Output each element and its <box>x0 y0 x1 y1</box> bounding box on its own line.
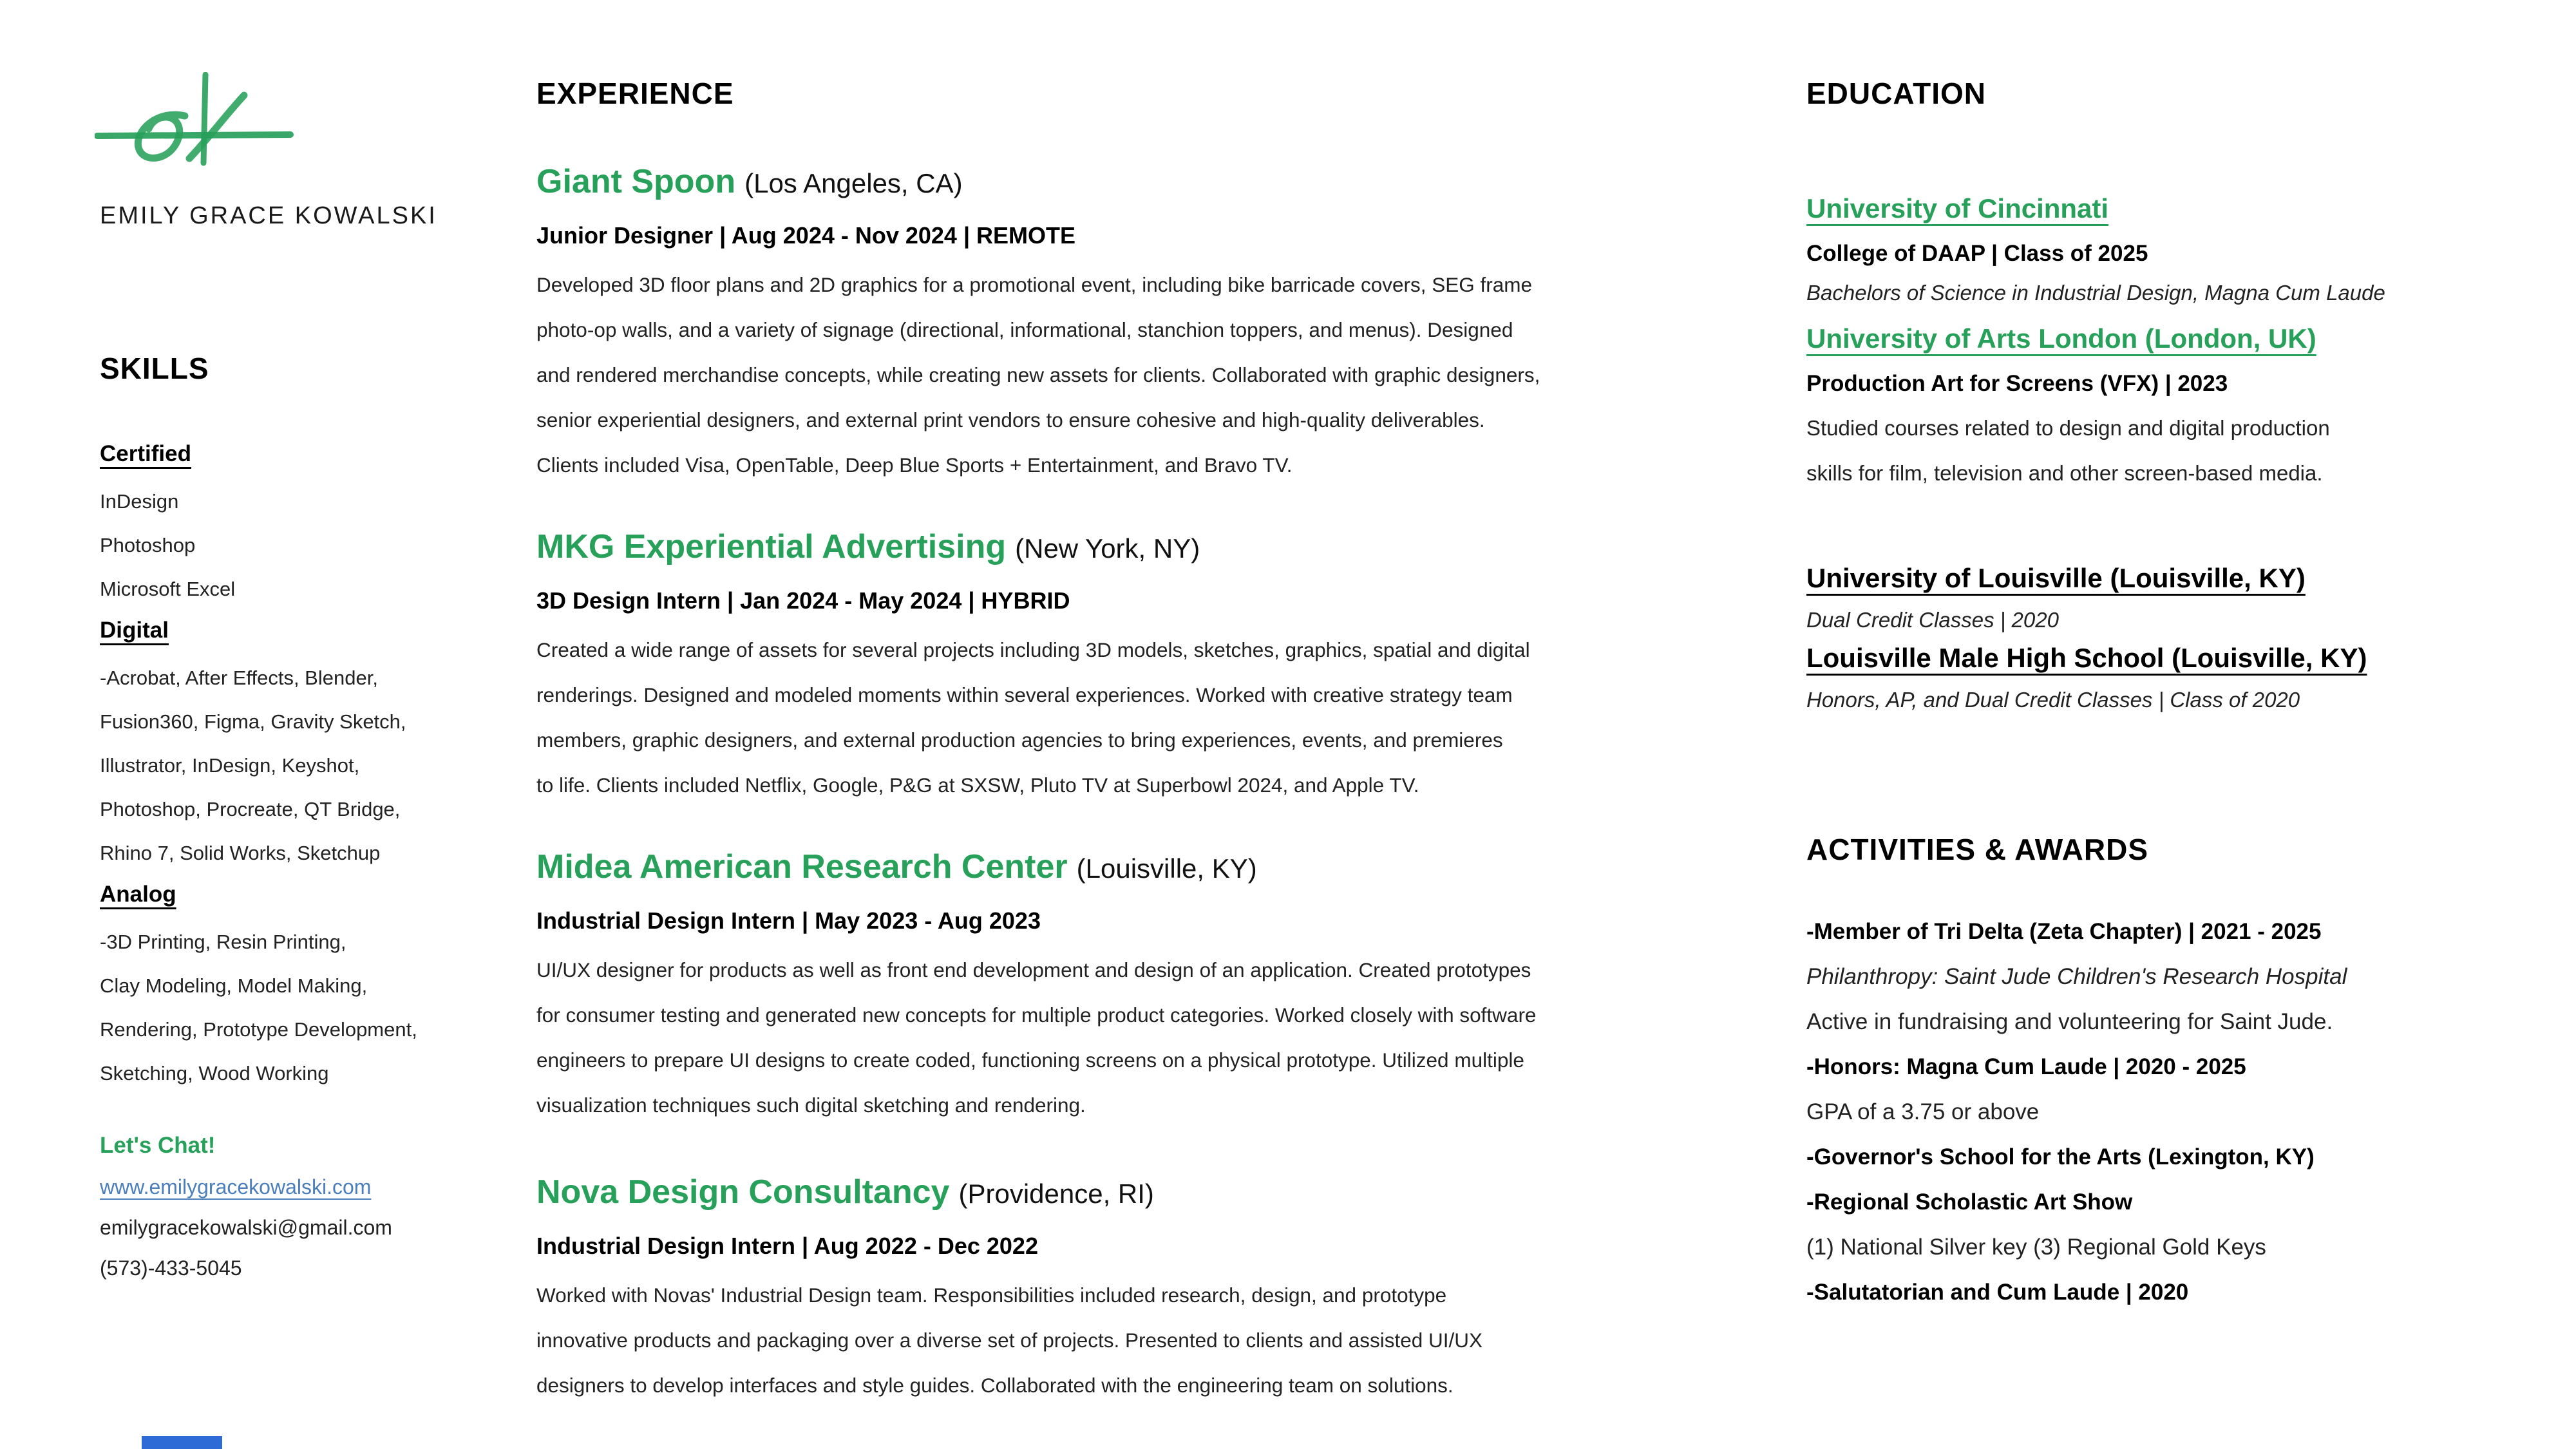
website-link[interactable]: www.emilygracekowalski.com <box>100 1175 372 1198</box>
job-description-line: members, graphic designers, and external production agencies to bring experiences, events, and premieres <box>536 728 1503 752</box>
job-location: (Louisville, KY) <box>1076 853 1257 884</box>
job-meta: Industrial Design Intern | May 2023 - Aug 2023 <box>536 907 1041 934</box>
education-description-line: skills for film, television and other screen-based media. <box>1806 461 2323 485</box>
skill-item: Rhino 7, Solid Works, Sketchup <box>100 842 381 864</box>
skill-group-title: Digital <box>100 618 169 643</box>
job-company-name: Nova Design Consultancy <box>536 1173 950 1211</box>
skill-group <box>100 441 538 611</box>
award-item: Active in fundraising and volunteering for Saint Jude. <box>1806 1009 2333 1034</box>
contact-heading: Let's Chat! <box>100 1133 216 1158</box>
award-item: GPA of a 3.75 or above <box>1806 1099 2040 1124</box>
award-item: -Honors: Magna Cum Laude | 2020 - 2025 <box>1806 1054 2246 1079</box>
skill-item: Photoshop <box>100 534 196 556</box>
job-description-line: photo-op walls, and a variety of signage (directional, informational, stanchion toppers, and menus). Designed <box>536 318 1513 341</box>
experience-heading: EXPERIENCE <box>536 77 734 110</box>
school-name-link[interactable]: University of Arts London (London, UK) <box>1806 323 2316 354</box>
job-entry <box>536 1171 1670 1408</box>
school-name: University of Louisville (Louisville, KY) <box>1806 563 2306 593</box>
award-item: -Member of Tri Delta (Zeta Chapter) | 2021 - 2025 <box>1806 919 2322 944</box>
sidebar <box>100 72 538 1280</box>
job-heading <box>536 526 1670 576</box>
education-heading: EDUCATION <box>1806 77 1987 110</box>
skill-item: Rendering, Prototype Development, <box>100 1018 417 1041</box>
skill-items <box>100 656 538 875</box>
job-description-line: Worked with Novas' Industrial Design team. Responsibilities included research, design, and prototype <box>536 1283 1447 1307</box>
skill-items <box>100 480 538 611</box>
job-description-line: designers to develop interfaces and style guides. Collaborated with the engineering team on solutions. <box>536 1374 1454 1397</box>
job-list <box>536 161 1670 1408</box>
education-entry <box>1806 643 2573 712</box>
skill-item: Clay Modeling, Model Making, <box>100 974 368 997</box>
education-program: College of DAAP | Class of 2025 <box>1806 241 2148 266</box>
job-company-name: MKG Experiential Advertising <box>536 528 1007 565</box>
awards-heading: ACTIVITIES & AWARDS <box>1806 833 2148 866</box>
school-name-link[interactable]: University of Cincinnati <box>1806 193 2109 223</box>
job-heading <box>536 846 1670 896</box>
skill-group-title: Analog <box>100 882 176 907</box>
job-description-line: for consumer testing and generated new concepts for multiple product categories. Worked closely with software <box>536 1003 1537 1027</box>
skill-group-title: Certified <box>100 441 191 466</box>
website-row <box>100 1175 538 1199</box>
job-description-line: engineers to prepare UI designs to create coded, functioning screens on a physical prototype. Utilized multiple <box>536 1048 1524 1072</box>
job-description-line: Developed 3D floor plans and 2D graphics for a promotional event, including bike barricade covers, SEG frame <box>536 273 1533 296</box>
skill-group <box>100 882 538 1095</box>
education-description <box>1806 406 2573 496</box>
skill-item: -Acrobat, After Effects, Blender, <box>100 667 378 689</box>
ek-signature-logo-icon <box>95 72 294 169</box>
job-description <box>536 947 1670 1128</box>
education-awards-section <box>1806 76 2573 1315</box>
job-location: (Los Angeles, CA) <box>744 168 963 198</box>
award-item: -Governor's School for the Arts (Lexington, KY) <box>1806 1144 2315 1170</box>
job-description <box>536 262 1670 488</box>
skill-item: Illustrator, InDesign, Keyshot, <box>100 754 360 777</box>
award-item: Philanthropy: Saint Jude Children's Research Hospital <box>1806 964 2347 989</box>
job-location: (New York, NY) <box>1015 533 1200 564</box>
job-description-line: and rendered merchandise concepts, while creating new assets for clients. Collaborated with graphic designers, <box>536 363 1540 386</box>
phone-text: (573)-433-5045 <box>100 1256 242 1280</box>
job-description-line: Clients included Visa, OpenTable, Deep Blue Sports + Entertainment, and Bravo TV. <box>536 453 1293 477</box>
skill-items <box>100 920 538 1095</box>
education-entry <box>1806 193 2573 305</box>
education-entry <box>1806 323 2573 496</box>
award-item: (1) National Silver key (3) Regional Gold Keys <box>1806 1235 2266 1260</box>
skill-item: InDesign <box>100 490 179 513</box>
job-description-line: senior experiential designers, and external print vendors to ensure cohesive and high-quality deliverables. <box>536 408 1485 431</box>
job-company-name: Giant Spoon <box>536 163 736 200</box>
skill-item: -3D Printing, Resin Printing, <box>100 931 346 953</box>
skills-heading: SKILLS <box>100 352 209 385</box>
education-entry <box>1806 563 2573 632</box>
school-name: Louisville Male High School (Louisville, KY) <box>1806 643 2367 673</box>
person-name: EMILY GRACE KOWALSKI <box>100 202 437 229</box>
skill-group <box>100 618 538 875</box>
experience-section <box>536 76 1670 1408</box>
job-meta: Industrial Design Intern | Aug 2022 - Dec 2022 <box>536 1233 1038 1259</box>
job-entry <box>536 846 1670 1128</box>
job-entry <box>536 526 1670 808</box>
skill-item: Fusion360, Figma, Gravity Sketch, <box>100 710 406 733</box>
education-detail-italic: Bachelors of Science in Industrial Design, Magna Cum Laude <box>1806 281 2385 305</box>
email-text: emilygracekowalski@gmail.com <box>100 1216 392 1239</box>
skill-item: Photoshop, Procreate, QT Bridge, <box>100 798 401 820</box>
award-items <box>1806 909 2573 1315</box>
job-meta: 3D Design Intern | Jan 2024 - May 2024 | HYBRID <box>536 587 1070 614</box>
education-program: Production Art for Screens (VFX) | 2023 <box>1806 371 2228 396</box>
job-meta: Junior Designer | Aug 2024 - Nov 2024 | REMOTE <box>536 222 1076 249</box>
bottom-accent-bar <box>142 1436 222 1449</box>
job-description-line: visualization techniques such digital sketching and rendering. <box>536 1094 1086 1117</box>
job-description-line: to life. Clients included Netflix, Google, P&G at SXSW, Pluto TV at Superbowl 2024, and Apple TV. <box>536 773 1419 797</box>
skill-item: Sketching, Wood Working <box>100 1062 329 1084</box>
job-company-name: Midea American Research Center <box>536 848 1068 886</box>
job-description-line: innovative products and packaging over a diverse set of projects. Presented to clients and assisted UI/UX <box>536 1329 1483 1352</box>
award-item: -Salutatorian and Cum Laude | 2020 <box>1806 1280 2189 1305</box>
education-detail-italic: Dual Credit Classes | 2020 <box>1806 608 2059 632</box>
job-description <box>536 627 1670 808</box>
education-entries <box>1806 193 2573 712</box>
job-description <box>536 1273 1670 1408</box>
education-detail-italic: Honors, AP, and Dual Credit Classes | Class of 2020 <box>1806 688 2300 712</box>
job-description-line: Created a wide range of assets for several projects including 3D models, sketches, graphics, spatial and digital <box>536 638 1530 661</box>
job-description-line: renderings. Designed and modeled moments within several experiences. Worked with creative strategy team <box>536 683 1513 706</box>
skills-groups <box>100 441 538 1095</box>
award-item: -Regional Scholastic Art Show <box>1806 1189 2133 1215</box>
skill-item: Microsoft Excel <box>100 578 236 600</box>
education-description-line: Studied courses related to design and digital production <box>1806 416 2330 440</box>
job-heading <box>536 1171 1670 1221</box>
job-heading <box>536 161 1670 211</box>
job-description-line: UI/UX designer for products as well as front end development and design of an application. Created prototypes <box>536 958 1531 981</box>
job-location: (Providence, RI) <box>958 1179 1154 1209</box>
job-entry <box>536 161 1670 488</box>
